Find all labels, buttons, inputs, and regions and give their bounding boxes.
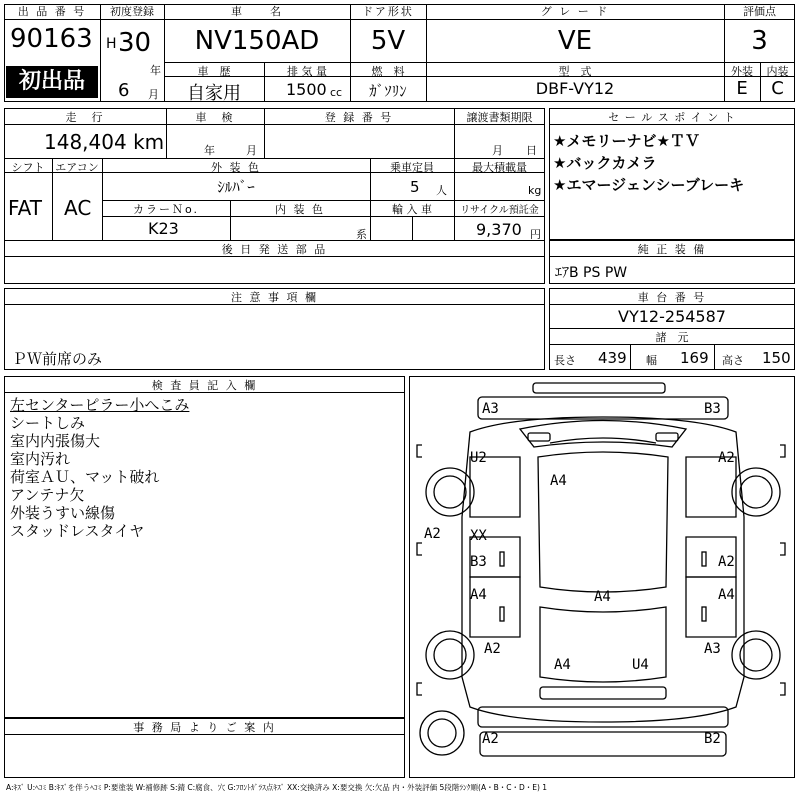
length-label: 長さ (554, 354, 576, 367)
damage-code: XX (470, 528, 487, 544)
damage-code: A4 (470, 587, 487, 603)
int-label: 内装 (766, 65, 789, 78)
damage-code: A4 (554, 657, 571, 673)
load-unit: kg (528, 184, 542, 197)
legend: A:ｷｽﾞ U:ﾍｺﾐ B:ｷｽﾞを伴うﾍｺﾐ P:要塗装 W:補修跡 S:錆 C:腐食、穴 G:ﾌﾛﾝﾄｶﾞﾗｽ点ｷｽﾞ XX:交換済み X:要交換 欠:欠品 内・外装評価 5段階ﾗﾝｸ順(A・B・C・D・E) 1 (6, 783, 548, 792)
colorno-label: カラーＮo. (132, 203, 200, 216)
selling-point: ★バックカメラ (553, 154, 657, 172)
damage-code: B3 (470, 554, 487, 570)
ac: AC (64, 196, 92, 220)
car-name: NV150AD (194, 26, 320, 56)
displacement-label: 排 気 量 (287, 65, 327, 78)
damage-code: B3 (704, 401, 721, 417)
chassis-label: 車 台 番 号 (637, 291, 707, 304)
shift-label: シフト (11, 161, 45, 174)
color-label: 外 装 色 (211, 161, 261, 174)
reg-label: 初度登録 (100, 5, 164, 20)
import-label: 輸 入 車 (392, 203, 432, 216)
reg-year-unit: 年 (150, 64, 161, 77)
selling-point: ★メモリーナビ★ＴＶ (553, 132, 700, 150)
width-label: 幅 (646, 354, 657, 367)
inspector-line: 室内汚れ (10, 450, 71, 468)
history-label: 車 歴 (197, 65, 231, 78)
equipment-label: 純 正 装 備 (637, 243, 707, 256)
inspection-year-unit: 年 (204, 144, 215, 157)
inspector-line: 外装うすい線傷 (10, 504, 116, 522)
notes-value: ＰＷ前席のみ (12, 350, 103, 368)
first-listing-badge: 初出品 (6, 66, 98, 98)
load-label: 最大積載量 (472, 161, 527, 174)
damage-code: A2 (718, 450, 735, 466)
inspector-notes (10, 396, 189, 540)
car-name-label: 車 名 (164, 5, 350, 20)
interior-color-label: 内 装 色 (275, 203, 325, 216)
seats: 5 (410, 178, 420, 196)
reg-month-unit: 月 (148, 88, 159, 101)
ac-label: エアコン (55, 161, 99, 174)
car-outline-icon (410, 377, 796, 779)
chassis-number: VY12-254587 (618, 307, 726, 326)
inspector-label: 検 査 員 記 入 欄 (151, 379, 258, 392)
mileage-label: 走 行 (65, 111, 105, 124)
transfer-month: 月 (492, 144, 503, 157)
transfer-label: 譲渡書類期限 (466, 111, 533, 124)
damage-code: A2 (718, 554, 735, 570)
ext-label: 外装 (731, 65, 753, 78)
inspector-line: 左センターピラー小へこみ (10, 396, 190, 414)
damage-code: A2 (484, 641, 501, 657)
inspector-line: スタッドレスタイヤ (10, 522, 145, 540)
score: 3 (751, 26, 768, 56)
transfer-day: 日 (526, 144, 537, 157)
damage-code: A2 (482, 731, 499, 747)
grade: VE (557, 26, 593, 56)
color-number: K23 (148, 219, 179, 238)
model-label: 型 式 (558, 65, 592, 78)
damage-diagram (409, 376, 795, 778)
displacement-unit: cc (330, 86, 343, 99)
history: 自家用 (187, 83, 241, 104)
grade-label: グ レ ー ド (426, 5, 724, 20)
recycle-label: リサイクル預託金 (460, 205, 539, 216)
selling-point: ★エマージェンシーブレーキ (553, 176, 745, 194)
inspection-label: 車 検 (195, 111, 235, 124)
height-label: 高さ (722, 354, 744, 367)
shift: FAT (8, 196, 43, 220)
seats-label: 乗車定員 (390, 161, 434, 174)
damage-code: A4 (550, 473, 567, 489)
damage-code: A3 (482, 401, 499, 417)
damage-code: U2 (470, 450, 487, 466)
damage-code: B2 (704, 731, 721, 747)
displacement: 1500 (286, 80, 327, 99)
fuel: ｶﾞｿﾘﾝ (369, 82, 407, 100)
inspector-line: シートしみ (10, 414, 86, 432)
lot-number: 90163 (10, 24, 93, 54)
door-label: ドア形状 (350, 5, 426, 20)
selling-label: セ ー ル ス ポ イ ン ト (608, 111, 736, 124)
reg-era: H (106, 36, 117, 52)
damage-code: A3 (704, 641, 721, 657)
door-type: 5V (370, 26, 406, 56)
inspection-month-unit: 月 (246, 144, 257, 157)
reg-year: 30 (118, 28, 152, 58)
notes-label: 注 意 事 項 欄 (231, 291, 318, 304)
damage-code: A4 (594, 589, 611, 605)
damage-code: A4 (718, 587, 735, 603)
score-label: 評価点 (724, 5, 795, 20)
interior-color-unit: 系 (356, 228, 367, 241)
ext-grade: E (736, 78, 748, 99)
height: 150 (762, 349, 791, 367)
exterior-color: ｼﾙﾊﾞｰ (217, 178, 255, 196)
inspector-line: 荷室ＡＵ、マット破れ (10, 468, 160, 486)
equipment-value: ｴｱB PS PW (555, 265, 628, 281)
reg-month: 6 (118, 80, 130, 101)
inspector-line: アンテナ欠 (10, 486, 85, 504)
regno-label: 登 録 番 号 (324, 111, 394, 124)
recycle-unit: 円 (530, 228, 541, 241)
length: 439 (598, 349, 627, 367)
later-parts-label: 後 日 発 送 部 品 (221, 243, 328, 256)
lot-label: 出 品 番 号 (4, 5, 100, 20)
office-label: 事 務 局 よ り ご 案 内 (133, 721, 276, 734)
damage-code: U4 (632, 657, 649, 673)
int-grade: C (771, 78, 784, 99)
mileage: 148,404 km (44, 130, 165, 154)
fuel-label: 燃 料 (371, 65, 405, 78)
spec-label: 諸 元 (655, 331, 689, 344)
damage-code: A2 (424, 526, 441, 542)
model: DBF-VY12 (535, 79, 615, 98)
recycle-fee: 9,370 (476, 220, 522, 239)
seats-unit: 人 (436, 184, 447, 197)
width: 169 (680, 349, 709, 367)
inspector-line: 室内内張傷大 (10, 432, 101, 450)
